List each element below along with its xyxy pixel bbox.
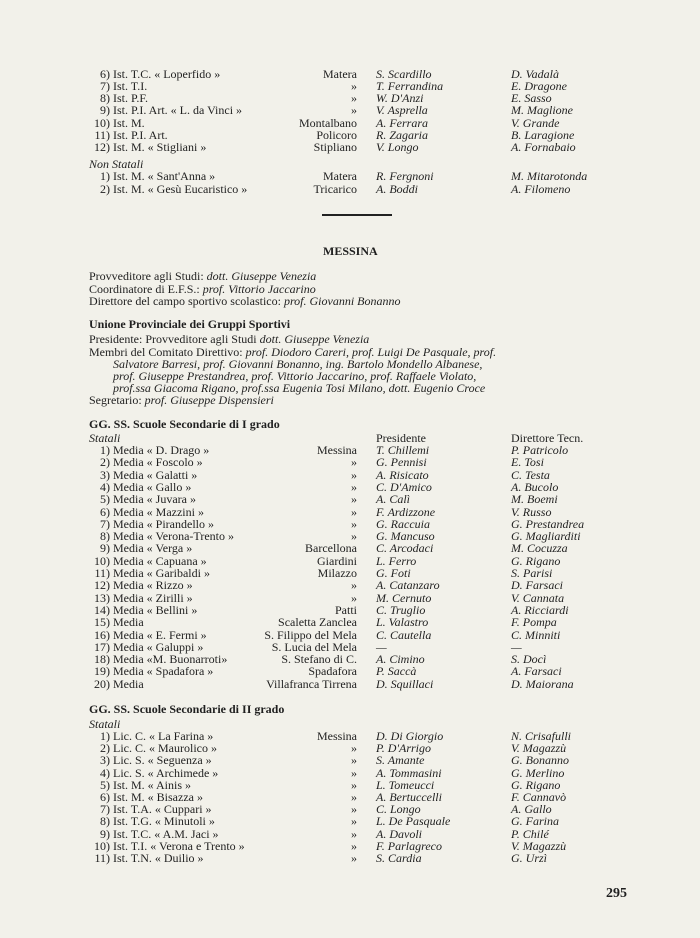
row-city: » (351, 838, 357, 853)
row-pres: — (376, 639, 387, 654)
row-inst: Media « Gallo » (113, 479, 192, 494)
row-dir: E. Dragone (511, 79, 567, 94)
official-provveditore: Provveditore agli Studi: dott. Giuseppe Venezia (89, 269, 317, 283)
row-pres: R. Zagaria (376, 127, 429, 142)
row-num: 8) (100, 91, 110, 106)
row-num: 4) (100, 765, 110, 780)
row-num: 3) (100, 467, 110, 482)
row-pres: A. Catanzaro (376, 578, 440, 593)
row-pres: G. Raccuia (376, 516, 430, 531)
row-dir: A. Ricciardi (511, 602, 569, 617)
official-coordinatore: Coordinatore di E.F.S.: prof. Vittorio Jaccarino (89, 282, 316, 296)
row-city: » (351, 578, 357, 593)
row-city: Scaletta Zanclea (278, 615, 357, 630)
row-city: » (351, 814, 357, 829)
unione-segretario: Segretario: prof. Giuseppe Dispensieri (89, 393, 274, 407)
row-inst: Media « Verga » (113, 541, 193, 556)
row-inst: Ist. M. « Bisazza » (113, 790, 203, 804)
row-pres: L. Valastro (376, 615, 429, 630)
unione-membri-line: Salvatore Barresi, prof. Giovanni Bonanno, ing. Bartolo Mondello Albanese, (113, 357, 483, 371)
row-city: » (351, 826, 357, 841)
row-city: » (351, 103, 357, 118)
row-pres: S. Amante (376, 753, 425, 768)
row-dir: G. Rigano (511, 777, 561, 792)
row-dir: G. Bonanno (511, 753, 569, 768)
row-inst: Media « Rizzo » (113, 578, 193, 593)
row-city: » (351, 529, 357, 544)
row-pres: C. D'Amico (376, 479, 432, 494)
row-num: 5) (100, 492, 110, 507)
row-num: 20) (94, 676, 110, 691)
row-city: Milazzo (317, 566, 357, 580)
row-dir: B. Laragione (511, 127, 575, 142)
unione-membri: Membri del Comitato Direttivo: prof. Diodoro Careri, prof. Luigi De Pasquale, prof. (89, 345, 497, 359)
row-inst: Ist. T.C. « Loperfido » (113, 67, 221, 81)
row-pres: T. Chillemi (376, 443, 430, 457)
section-title: MESSINA (323, 244, 378, 258)
row-dir: G. Magliarditi (511, 529, 581, 544)
row-city: » (351, 467, 357, 482)
row-pres: G. Foti (376, 566, 411, 580)
row-dir: M. Cocuzza (511, 541, 568, 556)
unione-membri-line: prof.ssa Giacoma Rigano, prof.ssa Eugenia Tosi Milano, dott. Eugenio Croce (113, 381, 486, 395)
row-num: 5) (100, 777, 110, 792)
row-city: S. Stefano di C. (281, 652, 357, 667)
row-pres: V. Asprella (376, 103, 428, 118)
row-dir: F. Pompa (511, 615, 557, 630)
row-num: 16) (94, 627, 110, 642)
row-inst: Ist. T.I. (113, 79, 148, 94)
row-dir: E. Tosi (511, 455, 544, 470)
row-num: 15) (94, 615, 110, 630)
row-pres: A. Bertuccelli (376, 790, 442, 804)
list-item (0, 141, 700, 154)
row-city: » (351, 590, 357, 605)
row-dir: F. Cannavò (511, 790, 567, 804)
row-num: 7) (100, 802, 110, 817)
row-inst: Media « Garibaldi » (113, 566, 210, 580)
row-city: » (351, 790, 357, 804)
row-city: Stipliano (313, 139, 357, 154)
official-direttore: Direttore del campo sportivo scolastico: prof. Giovanni Bonanno (89, 294, 401, 308)
row-num: 9) (100, 103, 110, 118)
row-num: 12) (94, 578, 110, 593)
row-dir: M. Boemi (511, 492, 558, 507)
row-dir: A. Gallo (511, 802, 552, 817)
row-inst: Ist. M. « Gesù Eucaristico » (113, 181, 248, 196)
row-dir: M. Maglione (511, 103, 573, 118)
row-inst: Media « Mazzini » (113, 504, 204, 519)
row-dir: G. Prestandrea (511, 516, 585, 531)
row-dir: V. Cannata (511, 590, 565, 605)
grado2-heading: GG. SS. Scuole Secondarie di II grado (89, 702, 285, 716)
row-pres: R. Fergnoni (376, 169, 434, 183)
row-city: » (351, 91, 357, 106)
row-num: 4) (100, 479, 110, 494)
row-num: 7) (100, 79, 110, 94)
row-inst: Media « Pirandello » (113, 516, 214, 531)
row-city: Policoro (316, 127, 357, 142)
row-pres: A. Calì (376, 492, 411, 507)
row-dir: D. Farsaci (511, 578, 563, 593)
page-number: 295 (606, 886, 627, 901)
row-num: 14) (94, 602, 110, 617)
row-num: 9) (100, 826, 110, 841)
row-dir: D. Vadalà (511, 67, 559, 81)
list-item (0, 183, 700, 196)
row-pres: C. Longo (376, 802, 421, 817)
non-statali-label: Non Statali (89, 157, 144, 171)
row-inst: Ist. M. « Ainis » (113, 777, 192, 792)
list-item (0, 852, 700, 865)
row-inst: Lic. C. « La Farina » (113, 729, 214, 743)
row-pres: A. Cimino (376, 652, 425, 667)
row-city: » (351, 851, 357, 865)
row-pres: C. Cautella (376, 627, 432, 642)
row-num: 7) (100, 516, 110, 531)
grado1-heading: GG. SS. Scuole Secondarie di I grado (89, 417, 280, 431)
row-num: 8) (100, 814, 110, 829)
row-dir: N. Crisafulli (511, 729, 572, 743)
row-num: 12) (94, 139, 110, 154)
row-inst: Media (113, 615, 144, 630)
unione-membri-line: prof. Giuseppe Prestandrea, prof. Vittorio Jaccarino, prof. Raffaele Violato, (113, 369, 477, 383)
section-divider (322, 214, 392, 216)
row-city: S. Lucia del Mela (271, 639, 357, 654)
row-pres: P. Saccà (376, 664, 417, 679)
row-inst: Ist. T.C. « A.M. Jaci » (113, 826, 219, 841)
row-num: 19) (94, 664, 110, 679)
row-num: 17) (94, 639, 110, 654)
row-dir: A. Fornabaio (511, 139, 576, 154)
row-inst: Ist. P.I. Art. (113, 127, 168, 142)
row-dir: C. Minniti (511, 627, 561, 642)
col-direttore: Direttore Tecn. (511, 431, 584, 445)
row-city: Matera (323, 169, 357, 183)
row-pres: C. Arcodaci (376, 541, 434, 556)
row-city: » (351, 741, 357, 756)
row-inst: Media (113, 676, 144, 691)
row-dir: S. Parisi (511, 566, 553, 580)
row-inst: Ist. T.I. « Verona e Trento » (113, 838, 245, 853)
row-num: 10) (94, 553, 110, 568)
row-inst: Ist. T.A. « Cuppari » (113, 802, 212, 817)
row-inst: Lic. C. « Maurolico » (113, 741, 217, 756)
row-city: » (351, 79, 357, 94)
row-inst: Media « Galatti » (113, 467, 198, 482)
row-dir: G. Urzì (511, 851, 548, 865)
row-dir: D. Maiorana (511, 676, 574, 691)
row-num: 13) (94, 590, 110, 605)
row-dir: A. Bucolo (511, 479, 559, 494)
row-num: 9) (100, 541, 110, 556)
row-city: » (351, 479, 357, 494)
row-num: 6) (100, 790, 110, 804)
col-presidente: Presidente (376, 431, 426, 445)
row-pres: T. Ferrandina (376, 79, 444, 94)
row-pres: D. Di Giorgio (376, 729, 444, 743)
row-pres: A. Ferrara (376, 115, 428, 130)
row-inst: Media « Capuana » (113, 553, 207, 568)
row-pres: L. De Pasquale (376, 814, 451, 829)
row-inst: Ist. T.G. « Minutoli » (113, 814, 215, 829)
row-inst: Media « D. Drago » (113, 443, 210, 457)
row-dir: P. Chilé (511, 826, 549, 841)
row-num: 1) (100, 443, 110, 457)
row-num: 11) (94, 127, 110, 142)
row-inst: Media « Galuppi » (113, 639, 204, 654)
row-inst: Media « Spadafora » (113, 664, 214, 679)
row-dir: A. Farsaci (511, 664, 562, 679)
row-dir: G. Merlino (511, 765, 565, 780)
row-num: 10) (94, 115, 110, 130)
row-pres: F. Parlagreco (376, 838, 442, 853)
unione-presidente: Presidente: Provveditore agli Studi dott. Giuseppe Venezia (89, 332, 370, 346)
row-pres: A. Boddi (376, 181, 418, 196)
row-dir: S. Docì (511, 652, 547, 667)
row-city: Messina (317, 729, 357, 743)
row-num: 3) (100, 753, 110, 768)
row-dir: M. Mitarotonda (511, 169, 588, 183)
row-num: 1) (100, 729, 110, 743)
row-dir: G. Rigano (511, 553, 561, 568)
row-num: 11) (94, 851, 110, 865)
row-city: Villafranca Tirrena (266, 676, 357, 691)
grado1-statali-label: Statali (89, 431, 121, 445)
row-inst: Ist. M. (113, 115, 145, 130)
row-dir: V. Magazzù (511, 741, 567, 756)
unione-heading: Unione Provinciale dei Gruppi Sportivi (89, 317, 291, 331)
row-city: » (351, 455, 357, 470)
row-city: Giardini (317, 553, 357, 568)
row-dir: E. Sasso (511, 91, 552, 106)
row-num: 6) (100, 67, 110, 81)
row-dir: P. Patricolo (511, 443, 569, 457)
row-inst: Lic. S. « Archimede » (113, 765, 219, 780)
row-city: Barcellona (305, 541, 357, 556)
row-pres: S. Cardia (376, 851, 422, 865)
row-pres: V. Longo (376, 139, 419, 154)
row-city: Matera (323, 67, 357, 81)
row-dir: V. Grande (511, 115, 560, 130)
row-city: » (351, 504, 357, 519)
row-city: » (351, 802, 357, 817)
row-city: Montalbano (299, 115, 357, 130)
row-dir: — (511, 639, 522, 654)
row-inst: Media « Bellini » (113, 602, 198, 617)
row-city: » (351, 516, 357, 531)
row-num: 2) (100, 455, 110, 470)
row-num: 10) (94, 838, 110, 853)
row-pres: A. Tommasini (376, 765, 442, 780)
row-pres: W. D'Anzi (376, 91, 424, 106)
row-city: » (351, 765, 357, 780)
row-inst: Media « Foscolo » (113, 455, 203, 470)
row-pres: L. Ferro (376, 553, 417, 568)
row-city: » (351, 753, 357, 768)
row-pres: M. Cernuto (376, 590, 432, 605)
row-pres: C. Truglio (376, 602, 426, 617)
row-dir: V. Russo (511, 504, 552, 519)
row-inst: Media « Zirilli » (113, 590, 193, 605)
row-city: Messina (317, 443, 357, 457)
row-city: » (351, 777, 357, 792)
row-pres: S. Scardillo (376, 67, 432, 81)
row-num: 6) (100, 504, 110, 519)
row-pres: G. Mancuso (376, 529, 435, 544)
row-pres: D. Squillaci (376, 676, 434, 691)
row-city: Spadafora (308, 664, 357, 679)
row-inst: Ist. M. « Stigliani » (113, 139, 207, 154)
row-num: 11) (94, 566, 110, 580)
row-dir: C. Testa (511, 467, 550, 482)
row-city: Tricarico (313, 181, 357, 196)
row-dir: V. Magazzù (511, 838, 567, 853)
row-pres: P. D'Arrigo (376, 741, 432, 756)
row-num: 2) (100, 741, 110, 756)
list-item (0, 678, 700, 691)
row-inst: Media « Verona-Trento » (113, 529, 234, 544)
row-pres: G. Pennisi (376, 455, 427, 470)
row-city: Patti (334, 602, 357, 617)
row-inst: Ist. P.I. Art. « L. da Vinci » (113, 103, 243, 118)
row-inst: Ist. M. « Sant'Anna » (113, 169, 216, 183)
row-pres: F. Ardizzone (376, 504, 436, 519)
row-dir: A. Filomeno (511, 181, 571, 196)
row-city: S. Filippo del Mela (264, 627, 357, 642)
row-inst: Media « E. Fermi » (113, 627, 207, 642)
row-num: 8) (100, 529, 110, 544)
row-inst: Ist. P.F. (113, 91, 149, 106)
row-city: » (351, 492, 357, 507)
row-inst: Lic. S. « Seguenza » (113, 753, 212, 768)
row-inst: Media « Juvara » (113, 492, 196, 507)
row-dir: G. Farina (511, 814, 559, 829)
row-pres: L. Tomeucci (376, 777, 435, 792)
row-num: 2) (100, 181, 110, 196)
row-inst: Media «M. Buonarroti» (113, 652, 228, 667)
row-pres: A. Davoli (376, 826, 422, 841)
grado2-statali-label: Statali (89, 717, 121, 731)
row-num: 1) (100, 169, 110, 183)
row-num: 18) (94, 652, 110, 667)
row-inst: Ist. T.N. « Duilio » (113, 851, 204, 865)
row-pres: A. Risicato (376, 467, 429, 482)
